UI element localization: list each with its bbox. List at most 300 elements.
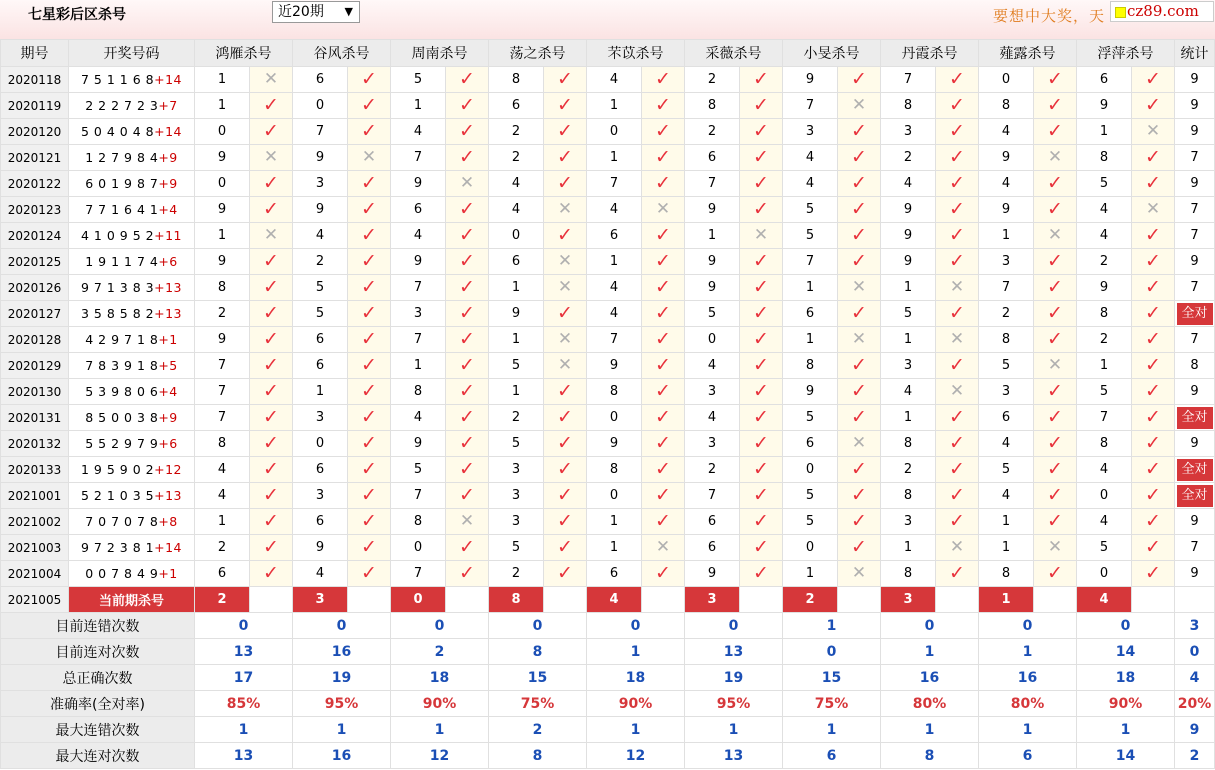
cross-mark-icon: ✕ <box>851 95 867 115</box>
result-mark-cell <box>250 483 293 509</box>
check-mark-icon: ✓ <box>361 432 377 454</box>
site-logo[interactable] <box>1110 1 1214 22</box>
result-mark-cell <box>446 457 489 483</box>
result-mark-cell <box>544 67 587 93</box>
kill-number-cell: 7 <box>195 379 250 405</box>
kill-number-cell: 0 <box>783 535 838 561</box>
table-row <box>1 561 1215 587</box>
period-cell: 2021001 <box>1 483 69 509</box>
kill-number-cell: 4 <box>979 483 1034 509</box>
check-mark-icon: ✓ <box>1145 224 1161 246</box>
result-mark-cell <box>1034 119 1077 145</box>
result-mark-cell <box>936 145 979 171</box>
result-mark-cell <box>740 67 783 93</box>
result-mark-cell <box>348 509 391 535</box>
summary-value: 8 <box>489 743 587 769</box>
result-mark-cell <box>642 301 685 327</box>
result-mark-cell <box>348 197 391 223</box>
check-mark-icon: ✓ <box>1145 172 1161 194</box>
draw-numbers-cell <box>69 483 195 509</box>
header-draw: 开奖号码 <box>69 40 195 67</box>
kill-number-cell: 6 <box>587 561 642 587</box>
draw-numbers-cell <box>69 223 195 249</box>
kill-number-cell: 9 <box>195 249 250 275</box>
kill-number-cell: 5 <box>391 457 446 483</box>
summary-stat-value: 2 <box>1175 743 1215 769</box>
check-mark-icon: ✓ <box>753 458 769 480</box>
stat-value: 9 <box>1190 566 1199 581</box>
table-row <box>1 457 1215 483</box>
result-mark-cell <box>446 249 489 275</box>
kill-number-cell: 6 <box>783 301 838 327</box>
draw-main-numbers: 0 0 7 8 4 9 <box>85 566 159 581</box>
kill-number-cell: 6 <box>293 67 348 93</box>
slogan-banner[interactable]: 要想中大奖，天 <box>993 7 1106 25</box>
check-mark-icon: ✓ <box>753 94 769 116</box>
current-kill-number: 8 <box>489 587 544 613</box>
result-mark-cell <box>1034 275 1077 301</box>
result-mark-cell <box>1132 145 1175 171</box>
summary-row <box>1 691 1215 717</box>
result-mark-cell <box>838 145 881 171</box>
stat-cell <box>1175 431 1215 457</box>
result-mark-cell <box>838 457 881 483</box>
kill-number-cell: 8 <box>979 93 1034 119</box>
kill-number-cell: 4 <box>293 561 348 587</box>
check-mark-icon: ✓ <box>557 432 573 454</box>
kill-number-cell: 3 <box>881 353 936 379</box>
check-mark-icon: ✓ <box>1047 172 1063 194</box>
summary-row <box>1 743 1215 769</box>
draw-bonus-number: +14 <box>154 540 182 555</box>
check-mark-icon: ✓ <box>557 302 573 324</box>
check-mark-icon: ✓ <box>851 406 867 428</box>
result-mark-cell <box>740 535 783 561</box>
summary-value: 95% <box>293 691 391 717</box>
check-mark-icon: ✓ <box>1047 120 1063 142</box>
check-mark-icon: ✓ <box>753 380 769 402</box>
kill-number-cell: 6 <box>1077 67 1132 93</box>
check-mark-icon: ✓ <box>1047 276 1063 298</box>
result-mark-cell <box>446 67 489 93</box>
table-row <box>1 483 1215 509</box>
draw-bonus-number: +11 <box>154 228 182 243</box>
check-mark-icon: ✓ <box>655 510 671 532</box>
check-mark-icon: ✓ <box>753 536 769 558</box>
result-mark-cell <box>936 197 979 223</box>
period-cell: 2021002 <box>1 509 69 535</box>
summary-value: 2 <box>391 639 489 665</box>
summary-value: 13 <box>195 743 293 769</box>
result-mark-cell <box>740 431 783 457</box>
kill-number-cell: 2 <box>881 457 936 483</box>
check-mark-icon: ✓ <box>263 562 279 584</box>
check-mark-icon: ✓ <box>263 432 279 454</box>
kill-number-cell: 1 <box>489 379 544 405</box>
check-mark-icon: ✓ <box>1145 250 1161 272</box>
summary-value: 1 <box>685 717 783 743</box>
result-mark-cell <box>250 275 293 301</box>
summary-value: 90% <box>391 691 489 717</box>
check-mark-icon: ✓ <box>1145 68 1161 90</box>
draw-bonus-number: +5 <box>158 358 178 373</box>
cross-mark-icon: ✕ <box>1047 225 1063 245</box>
kill-number-cell: 6 <box>293 353 348 379</box>
result-mark-cell <box>544 509 587 535</box>
stat-value: 7 <box>1190 280 1199 295</box>
check-mark-icon: ✓ <box>557 510 573 532</box>
result-mark-cell <box>250 249 293 275</box>
result-mark-cell <box>1132 457 1175 483</box>
summary-label: 最大连对次数 <box>1 743 195 769</box>
current-empty-cell <box>348 587 391 613</box>
check-mark-icon: ✓ <box>655 380 671 402</box>
kill-number-cell: 7 <box>195 405 250 431</box>
header-expert: 浮萍杀号 <box>1077 40 1175 67</box>
result-mark-cell <box>250 145 293 171</box>
draw-main-numbers: 1 2 7 9 8 4 <box>85 150 159 165</box>
check-mark-icon: ✓ <box>361 406 377 428</box>
check-mark-icon: ✓ <box>263 484 279 506</box>
check-mark-icon: ✓ <box>949 250 965 272</box>
draw-numbers-cell <box>69 535 195 561</box>
kill-number-cell: 0 <box>587 405 642 431</box>
kill-number-cell: 8 <box>1077 431 1132 457</box>
kill-number-cell: 3 <box>293 405 348 431</box>
kill-number-cell: 6 <box>293 327 348 353</box>
check-mark-icon: ✓ <box>1047 250 1063 272</box>
current-kill-number: 3 <box>685 587 740 613</box>
kill-number-cell: 4 <box>1077 457 1132 483</box>
stat-cell <box>1175 535 1215 561</box>
result-mark-cell <box>936 249 979 275</box>
check-mark-icon: ✓ <box>655 354 671 376</box>
stat-cell <box>1175 327 1215 353</box>
draw-main-numbers: 2 2 2 7 2 3 <box>85 98 159 113</box>
result-mark-cell <box>1034 535 1077 561</box>
kill-number-cell: 6 <box>979 405 1034 431</box>
check-mark-icon: ✓ <box>459 328 475 350</box>
kill-number-cell: 7 <box>391 483 446 509</box>
check-mark-icon: ✓ <box>1047 380 1063 402</box>
summary-value: 0 <box>979 613 1077 639</box>
draw-bonus-number: +6 <box>158 254 178 269</box>
result-mark-cell <box>740 93 783 119</box>
kill-number-cell: 1 <box>881 327 936 353</box>
check-mark-icon: ✓ <box>459 68 475 90</box>
result-mark-cell <box>740 353 783 379</box>
kill-number-cell: 3 <box>489 457 544 483</box>
period-cell: 2020133 <box>1 457 69 483</box>
kill-number-cell: 1 <box>391 93 446 119</box>
result-mark-cell <box>642 171 685 197</box>
result-mark-cell <box>642 405 685 431</box>
check-mark-icon: ✓ <box>263 354 279 376</box>
check-mark-icon: ✓ <box>263 172 279 194</box>
table-row <box>1 223 1215 249</box>
cross-mark-icon: ✕ <box>851 329 867 349</box>
result-mark-cell <box>1132 353 1175 379</box>
result-mark-cell <box>446 327 489 353</box>
result-mark-cell <box>1034 223 1077 249</box>
table-row <box>1 405 1215 431</box>
draw-numbers-cell <box>69 67 195 93</box>
current-empty-cell <box>250 587 293 613</box>
check-mark-icon: ✓ <box>753 172 769 194</box>
kill-number-cell: 7 <box>685 171 740 197</box>
kill-number-cell: 1 <box>783 275 838 301</box>
result-mark-cell <box>642 483 685 509</box>
check-mark-icon: ✓ <box>557 146 573 168</box>
check-mark-icon: ✓ <box>851 224 867 246</box>
kill-number-cell: 0 <box>489 223 544 249</box>
kill-number-cell: 1 <box>587 249 642 275</box>
kill-number-cell: 9 <box>195 197 250 223</box>
result-mark-cell <box>936 119 979 145</box>
result-mark-cell <box>348 171 391 197</box>
draw-main-numbers: 7 8 3 9 1 8 <box>85 358 159 373</box>
check-mark-icon: ✓ <box>263 198 279 220</box>
kill-number-cell: 9 <box>587 431 642 457</box>
result-mark-cell <box>740 327 783 353</box>
header-period: 期号 <box>1 40 69 67</box>
check-mark-icon: ✓ <box>459 380 475 402</box>
summary-value: 13 <box>685 639 783 665</box>
kill-number-cell: 8 <box>881 483 936 509</box>
period-cell: 2020121 <box>1 145 69 171</box>
result-mark-cell <box>642 561 685 587</box>
result-mark-cell <box>838 431 881 457</box>
result-mark-cell <box>1132 119 1175 145</box>
check-mark-icon: ✓ <box>1047 510 1063 532</box>
check-mark-icon: ✓ <box>557 458 573 480</box>
check-mark-icon: ✓ <box>263 94 279 116</box>
stat-value: 9 <box>1190 176 1199 191</box>
result-mark-cell <box>446 353 489 379</box>
summary-value: 1 <box>587 639 685 665</box>
kill-number-cell: 9 <box>979 197 1034 223</box>
table-row <box>1 327 1215 353</box>
result-mark-cell <box>740 249 783 275</box>
period-cell: 2020119 <box>1 93 69 119</box>
cross-mark-icon: ✕ <box>851 433 867 453</box>
summary-value: 17 <box>195 665 293 691</box>
current-kill-number: 4 <box>1077 587 1132 613</box>
result-mark-cell <box>348 249 391 275</box>
check-mark-icon: ✓ <box>459 94 475 116</box>
kill-number-cell: 7 <box>293 119 348 145</box>
stat-value: 9 <box>1190 436 1199 451</box>
result-mark-cell <box>936 353 979 379</box>
check-mark-icon: ✓ <box>1145 276 1161 298</box>
summary-value: 1 <box>293 717 391 743</box>
result-mark-cell <box>838 197 881 223</box>
draw-main-numbers: 1 9 5 9 0 2 <box>81 462 155 477</box>
kill-number-cell: 8 <box>1077 301 1132 327</box>
period-range-select[interactable] <box>272 1 360 23</box>
check-mark-icon: ✓ <box>655 224 671 246</box>
summary-label: 目前连错次数 <box>1 613 195 639</box>
stat-cell <box>1175 119 1215 145</box>
result-mark-cell <box>838 509 881 535</box>
check-mark-icon: ✓ <box>361 302 377 324</box>
check-mark-icon: ✓ <box>557 94 573 116</box>
summary-value: 0 <box>293 613 391 639</box>
result-mark-cell <box>446 145 489 171</box>
check-mark-icon: ✓ <box>655 432 671 454</box>
check-mark-icon: ✓ <box>949 302 965 324</box>
result-mark-cell <box>1034 457 1077 483</box>
stat-value: 9 <box>1190 72 1199 87</box>
header-expert: 周南杀号 <box>391 40 489 67</box>
table-row <box>1 535 1215 561</box>
summary-value: 1 <box>783 717 881 743</box>
check-mark-icon: ✓ <box>263 510 279 532</box>
kill-number-cell: 4 <box>489 197 544 223</box>
result-mark-cell <box>1132 431 1175 457</box>
kill-number-cell: 5 <box>979 353 1034 379</box>
kill-number-cell: 5 <box>685 301 740 327</box>
check-mark-icon: ✓ <box>557 562 573 584</box>
check-mark-icon: ✓ <box>459 432 475 454</box>
check-mark-icon: ✓ <box>655 328 671 350</box>
check-mark-icon: ✓ <box>361 536 377 558</box>
current-empty-cell <box>1034 587 1077 613</box>
check-mark-icon: ✓ <box>753 276 769 298</box>
kill-number-cell: 7 <box>195 353 250 379</box>
summary-value: 15 <box>783 665 881 691</box>
result-mark-cell <box>838 561 881 587</box>
kill-number-cell: 9 <box>1077 93 1132 119</box>
kill-number-cell: 0 <box>293 93 348 119</box>
stat-value: 7 <box>1190 202 1199 217</box>
kill-number-cell: 8 <box>391 509 446 535</box>
kill-number-cell: 4 <box>881 379 936 405</box>
check-mark-icon: ✓ <box>361 224 377 246</box>
period-cell: 2021003 <box>1 535 69 561</box>
check-mark-icon: ✓ <box>459 302 475 324</box>
result-mark-cell <box>544 457 587 483</box>
result-mark-cell <box>250 405 293 431</box>
check-mark-icon: ✓ <box>1047 302 1063 324</box>
result-mark-cell <box>250 67 293 93</box>
check-mark-icon: ✓ <box>851 536 867 558</box>
result-mark-cell <box>446 93 489 119</box>
table-row <box>1 431 1215 457</box>
check-mark-icon: ✓ <box>655 68 671 90</box>
table-row <box>1 379 1215 405</box>
result-mark-cell <box>838 301 881 327</box>
check-mark-icon: ✓ <box>753 302 769 324</box>
result-mark-cell <box>936 405 979 431</box>
draw-numbers-cell <box>69 275 195 301</box>
result-mark-cell <box>740 509 783 535</box>
result-mark-cell <box>740 171 783 197</box>
check-mark-icon: ✓ <box>1047 68 1063 90</box>
header-expert: 芣苡杀号 <box>587 40 685 67</box>
kill-number-cell: 9 <box>685 249 740 275</box>
result-mark-cell <box>1132 301 1175 327</box>
summary-value: 15 <box>489 665 587 691</box>
summary-row <box>1 717 1215 743</box>
check-mark-icon: ✓ <box>655 172 671 194</box>
stat-cell <box>1175 301 1215 327</box>
table-row <box>1 509 1215 535</box>
draw-main-numbers: 7 7 1 6 4 1 <box>85 202 159 217</box>
cross-mark-icon: ✕ <box>949 277 965 297</box>
kill-number-cell: 8 <box>881 431 936 457</box>
period-range-value: 近20期 <box>278 4 324 20</box>
summary-value: 1 <box>391 717 489 743</box>
result-mark-cell <box>1132 275 1175 301</box>
result-mark-cell <box>446 483 489 509</box>
kill-number-cell: 5 <box>979 457 1034 483</box>
kill-number-cell: 8 <box>881 561 936 587</box>
check-mark-icon: ✓ <box>851 484 867 506</box>
check-mark-icon: ✓ <box>263 380 279 402</box>
check-mark-icon: ✓ <box>1047 94 1063 116</box>
summary-value: 90% <box>587 691 685 717</box>
kill-number-cell: 3 <box>293 171 348 197</box>
kill-number-cell: 1 <box>1077 353 1132 379</box>
result-mark-cell <box>544 327 587 353</box>
summary-value: 2 <box>489 717 587 743</box>
kill-number-cell: 6 <box>293 457 348 483</box>
result-mark-cell <box>348 535 391 561</box>
check-mark-icon: ✓ <box>459 354 475 376</box>
result-mark-cell <box>544 197 587 223</box>
cross-mark-icon: ✕ <box>851 563 867 583</box>
all-correct-badge: 全对 <box>1177 407 1213 429</box>
kill-number-cell: 2 <box>685 67 740 93</box>
result-mark-cell <box>1132 223 1175 249</box>
result-mark-cell <box>250 379 293 405</box>
summary-value: 95% <box>685 691 783 717</box>
check-mark-icon: ✓ <box>753 198 769 220</box>
result-mark-cell <box>936 67 979 93</box>
check-mark-icon: ✓ <box>557 172 573 194</box>
result-mark-cell <box>1034 249 1077 275</box>
summary-value: 16 <box>881 665 979 691</box>
stat-value: 8 <box>1190 358 1199 373</box>
kill-number-cell: 9 <box>685 197 740 223</box>
draw-main-numbers: 4 2 9 7 1 8 <box>85 332 159 347</box>
draw-numbers-cell <box>69 327 195 353</box>
result-mark-cell <box>1132 327 1175 353</box>
draw-bonus-number: +9 <box>158 410 178 425</box>
kill-number-cell: 1 <box>881 405 936 431</box>
kill-number-cell: 4 <box>1077 223 1132 249</box>
kill-number-cell: 5 <box>783 223 838 249</box>
kill-number-cell: 5 <box>783 483 838 509</box>
kill-number-cell: 6 <box>489 249 544 275</box>
result-mark-cell <box>642 275 685 301</box>
result-mark-cell <box>446 119 489 145</box>
draw-bonus-number: +12 <box>154 462 182 477</box>
check-mark-icon: ✓ <box>361 198 377 220</box>
draw-main-numbers: 5 3 9 8 0 6 <box>85 384 159 399</box>
cross-mark-icon: ✕ <box>557 251 573 271</box>
summary-value: 0 <box>489 613 587 639</box>
page-title: 七星彩后区杀号 <box>28 7 126 23</box>
current-kill-number: 2 <box>783 587 838 613</box>
kill-number-cell: 1 <box>881 535 936 561</box>
check-mark-icon: ✓ <box>361 94 377 116</box>
draw-bonus-number: +13 <box>154 488 182 503</box>
result-mark-cell <box>1034 171 1077 197</box>
summary-value: 18 <box>391 665 489 691</box>
kill-number-cell: 6 <box>587 223 642 249</box>
